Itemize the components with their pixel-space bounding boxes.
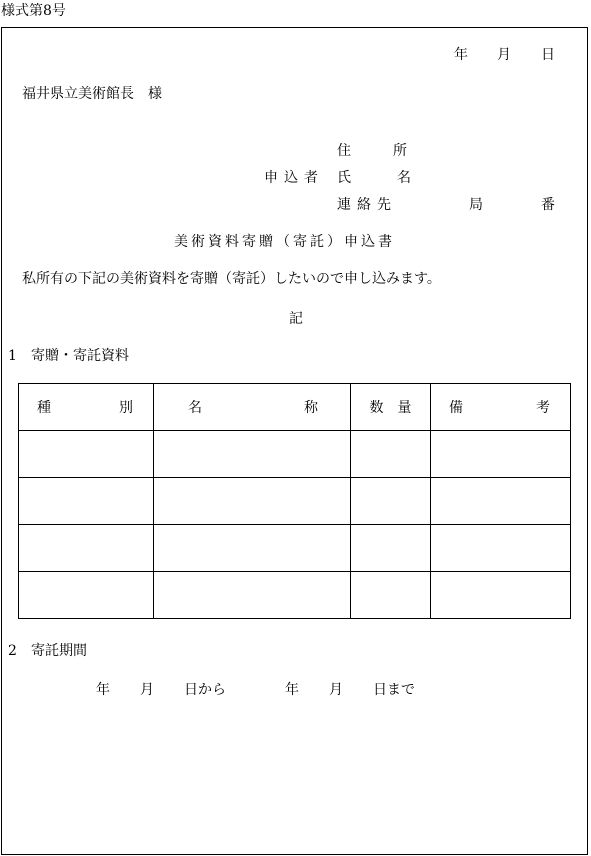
period-to-day: 日まで	[373, 682, 415, 698]
phone-number-label: 番	[541, 197, 555, 213]
cell-type[interactable]	[19, 431, 154, 478]
cell-name[interactable]	[154, 572, 351, 619]
form-title: 美術資料寄贈（寄託）申込書	[174, 234, 395, 250]
cell-type[interactable]	[19, 572, 154, 619]
period-from-day: 日から	[184, 682, 226, 698]
section1-title: 寄贈・寄託資料	[31, 348, 129, 364]
applicant-label: 申込者	[264, 170, 324, 186]
table-row	[19, 572, 571, 619]
cell-remarks[interactable]	[431, 431, 571, 478]
header-type: 種 別	[19, 384, 154, 431]
header-quantity: 数 量	[351, 384, 431, 431]
cell-quantity[interactable]	[351, 525, 431, 572]
addressee: 福井県立美術館長 様	[22, 86, 162, 102]
cell-type[interactable]	[19, 478, 154, 525]
cell-name[interactable]	[154, 431, 351, 478]
section1-number: 1	[8, 348, 17, 364]
intro-text: 私所有の下記の美術資料を寄贈（寄託）したいので申し込みます。	[22, 271, 441, 287]
section2-title: 寄託期間	[31, 643, 87, 659]
period-from-month: 月	[140, 682, 154, 698]
table-row	[19, 525, 571, 572]
table-row	[19, 431, 571, 478]
cell-quantity[interactable]	[351, 478, 431, 525]
ki-heading: 記	[289, 311, 303, 327]
period-to-month: 月	[329, 682, 343, 698]
header-name: 名 称	[154, 384, 351, 431]
cell-name[interactable]	[154, 478, 351, 525]
date-month-label: 月	[497, 47, 511, 63]
table-row	[19, 478, 571, 525]
header-remarks: 備 考	[431, 384, 571, 431]
cell-quantity[interactable]	[351, 572, 431, 619]
name-label: 氏 名	[337, 170, 417, 186]
contact-label: 連絡先	[337, 197, 397, 213]
address-label: 住 所	[337, 143, 421, 159]
cell-remarks[interactable]	[431, 525, 571, 572]
table-header-row	[19, 384, 571, 431]
phone-bureau-label: 局	[469, 197, 483, 213]
cell-remarks[interactable]	[431, 478, 571, 525]
materials-table	[18, 383, 571, 619]
date-year-label: 年	[454, 47, 468, 63]
period-from-year: 年	[96, 682, 110, 698]
cell-name[interactable]	[154, 525, 351, 572]
date-day-label: 日	[541, 47, 555, 63]
cell-type[interactable]	[19, 525, 154, 572]
cell-remarks[interactable]	[431, 572, 571, 619]
section2-number: 2	[8, 643, 17, 659]
period-to-year: 年	[285, 682, 299, 698]
form-number: 様式第8号	[1, 3, 66, 19]
cell-quantity[interactable]	[351, 431, 431, 478]
